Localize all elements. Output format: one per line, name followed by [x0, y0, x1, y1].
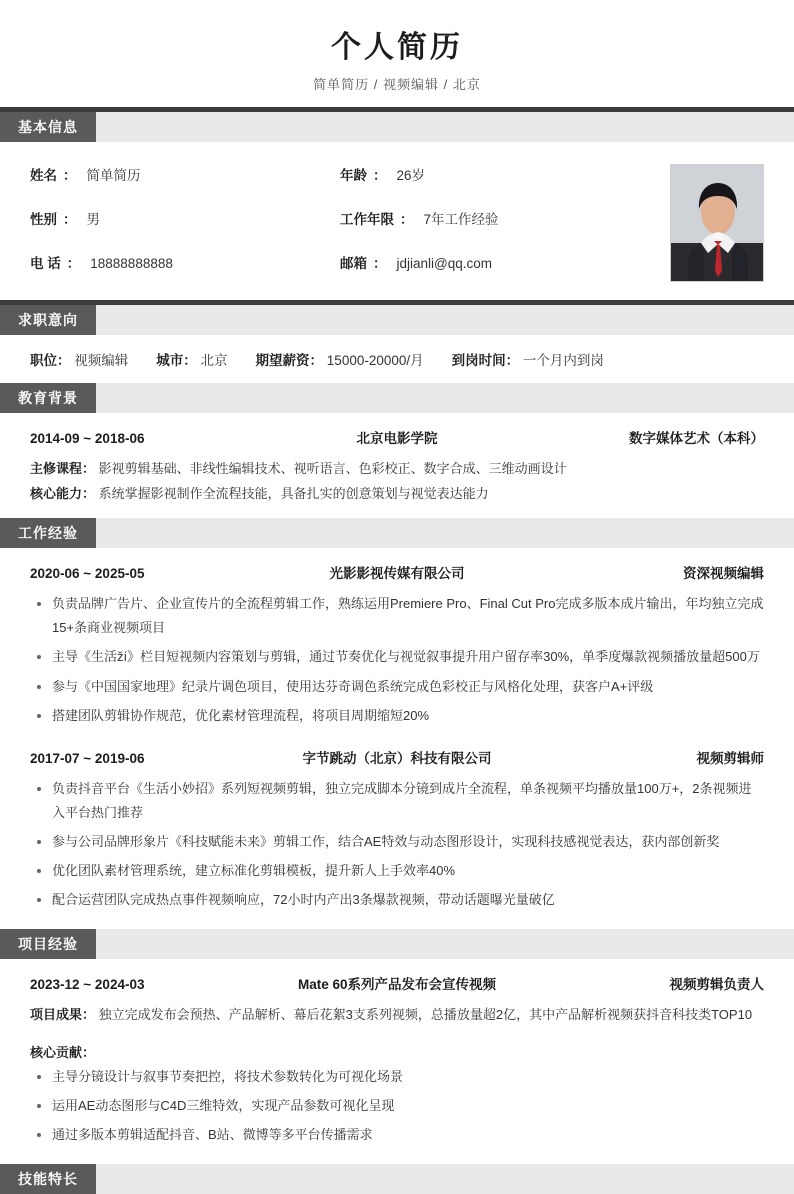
- field-phone-value: 18888888888: [90, 256, 173, 271]
- education-school: 北京电影学院: [356, 431, 438, 446]
- section-bar-fill: [96, 383, 794, 413]
- intention-start-date: [452, 349, 604, 369]
- intention-position-value: 视频编辑: [74, 353, 129, 368]
- field-email-value: jdjianli@qq.com: [396, 256, 492, 271]
- page-subtitle: 简单简历 / 视频编辑 / 北京: [313, 77, 481, 92]
- section-bar-fill: [96, 112, 794, 142]
- field-name: [30, 164, 340, 184]
- project-role: 视频剪辑负责人: [669, 976, 764, 992]
- section-header-work: [0, 518, 794, 548]
- list-item: • 负责抖音平台《生活小妙招》系列短视频剪辑，独立完成脚本分镜到成片全流程，单条视频平均播放量100万+，2条视频进入平台热门推荐: [52, 777, 764, 825]
- intention-salary-label: 期望薪资：: [255, 353, 324, 368]
- project-contributions: [30, 1065, 764, 1147]
- section-label-skills: 技能特长: [0, 1164, 96, 1194]
- field-phone: [30, 252, 340, 272]
- section-header-education: [0, 383, 794, 413]
- field-email-colon: ：: [373, 256, 387, 271]
- education-major: 数字媒体艺术（本科）: [628, 431, 764, 446]
- work-entry: [0, 548, 794, 928]
- intention-start-date-label: 到岗时间：: [451, 353, 520, 368]
- education-core-ability: [30, 482, 764, 507]
- portrait-photo-icon: [671, 165, 764, 282]
- education-entry-head: [30, 427, 764, 447]
- resume-header: [0, 0, 794, 112]
- field-email: [340, 252, 650, 272]
- avatar: [670, 164, 764, 282]
- list-item: • 搭建团队剪辑协作规范，优化素材管理流程，将项目周期缩短20%: [52, 704, 764, 728]
- work-date: 2020-06 ~ 2025-05: [30, 566, 145, 582]
- project-result-label: 项目成果：: [30, 1006, 96, 1022]
- field-age-value: 26岁: [396, 168, 426, 183]
- list-item: • 负责品牌广告片、企业宣传片的全流程剪辑工作，熟练运用Premiere Pro、Final Cut Pro完成多版本成片输出，年均独立完成15+条商业视频项目: [52, 592, 764, 640]
- project-contribution-title: 核心贡献：: [30, 1044, 96, 1060]
- education-courses: [30, 457, 764, 482]
- list-item: • 参与公司品牌形象片《科技赋能未来》剪辑工作，结合AE特效与动态图形设计，实现科技感视觉表达，获内部创新奖: [52, 830, 764, 854]
- field-gender-colon: ：: [63, 212, 77, 227]
- education-date: 2014-09 ~ 2018-06: [30, 431, 145, 446]
- section-header-basic: [0, 112, 794, 142]
- list-item: • 参与《中国国家地理》纪录片调色项目，使用达芬奇调色系统完成色彩校正与风格化处理，获客户A+评级: [52, 675, 764, 699]
- list-item: • 优化团队素材管理系统，建立标准化剪辑模板，提升新人上手效率40%: [52, 859, 764, 883]
- list-item: • 配合运营团队完成热点事件视频响应，72小时内产出3条爆款视频，带动话题曝光量破亿: [52, 888, 764, 912]
- field-experience-years-value: 7年工作经验: [423, 212, 499, 227]
- work-role: 资深视频编辑: [682, 566, 764, 582]
- project-result: [30, 1003, 764, 1028]
- work-entry-head: [30, 562, 764, 582]
- project-name: Mate 60系列产品发布会宣传视频: [297, 976, 496, 992]
- field-gender-label: 性别: [30, 212, 57, 227]
- work-bullets: [30, 777, 764, 912]
- section-header-skills: [0, 1164, 794, 1194]
- field-phone-label: 电 话: [30, 256, 61, 271]
- field-experience-years-label: 工作年限: [340, 212, 394, 227]
- field-phone-colon: ：: [66, 256, 81, 271]
- field-email-label: 邮箱: [340, 256, 367, 271]
- project-entry: [0, 959, 794, 1164]
- education-courses-label: 主修课程：: [30, 461, 96, 476]
- basic-info-fields: [30, 164, 650, 282]
- field-experience-years: [340, 208, 650, 228]
- section-header-intention: [0, 305, 794, 335]
- education-entry: [0, 413, 794, 518]
- education-courses-value: 影视剪辑基础、非线性编辑技术、视听语言、色彩校正、数字合成、三维动画设计: [98, 461, 567, 476]
- intention-salary: [256, 349, 424, 369]
- work-role: 视频剪辑师: [696, 750, 764, 766]
- work-company: 字节跳动（北京）科技有限公司: [302, 750, 492, 766]
- intention-row: [0, 335, 794, 383]
- section-label-education: 教育背景: [0, 383, 96, 413]
- section-bar-fill: [96, 1164, 794, 1194]
- basic-info-block: [0, 142, 794, 300]
- field-name-colon: ：: [63, 168, 77, 183]
- section-bar-fill: [96, 929, 794, 959]
- education-core-ability-value: 系统掌握影视制作全流程技能，具备扎实的创意策划与视觉表达能力: [98, 485, 489, 501]
- list-item: • 主导分镜设计与叙事节奏把控，将技术参数转化为可视化场景: [52, 1065, 764, 1089]
- intention-position-label: 职位：: [30, 353, 71, 368]
- section-label-project: 项目经验: [0, 929, 96, 959]
- list-item: • 通过多版本剪辑适配抖音、B站、微博等多平台传播需求: [52, 1123, 764, 1147]
- field-experience-years-colon: ：: [400, 212, 414, 227]
- project-result-value: 独立完成发布会预热、产品解析、幕后花絮3支系列视频，总播放量超2亿，其中产品解析视频获抖音科技类TOP10: [98, 1006, 753, 1022]
- section-bar-fill: [96, 305, 794, 335]
- project-entry-head: [30, 973, 764, 993]
- field-gender: [30, 208, 340, 228]
- section-label-intention: 求职意向: [0, 305, 96, 335]
- intention-start-date-value: 一个月内到岗: [522, 353, 604, 368]
- field-age-colon: ：: [373, 168, 387, 183]
- intention-salary-value: 15000-20000/月: [326, 353, 424, 368]
- project-date: 2023-12 ~ 2024-03: [30, 976, 145, 992]
- section-label-basic: 基本信息: [0, 112, 96, 142]
- field-age: [340, 164, 650, 184]
- work-entry-head: [30, 747, 764, 767]
- list-item: • 运用AE动态图形与C4D三维特效，实现产品参数可视化呈现: [52, 1094, 764, 1118]
- intention-position: [30, 349, 128, 369]
- work-company: 光影影视传媒有限公司: [329, 566, 465, 582]
- section-header-project: [0, 929, 794, 959]
- section-label-work: 工作经验: [0, 518, 96, 548]
- work-date: 2017-07 ~ 2019-06: [30, 750, 145, 766]
- section-bar-fill: [96, 518, 794, 548]
- education-core-ability-label: 核心能力：: [30, 485, 96, 501]
- work-bullets: [30, 592, 764, 727]
- list-item: • 主导《生活ží》栏目短视频内容策划与剪辑，通过节奏优化与视觉叙事提升用户留存率30%，单季度爆款视频播放量超500万: [52, 645, 764, 669]
- field-name-label: 姓名: [30, 168, 57, 183]
- field-gender-value: 男: [86, 212, 100, 227]
- intention-city: [156, 349, 227, 369]
- intention-city-value: 北京: [200, 353, 228, 368]
- page-title: 个人简历: [331, 31, 463, 64]
- field-name-value: 简单简历: [86, 168, 141, 183]
- field-age-label: 年龄: [340, 168, 367, 183]
- intention-city-label: 城市：: [156, 353, 197, 368]
